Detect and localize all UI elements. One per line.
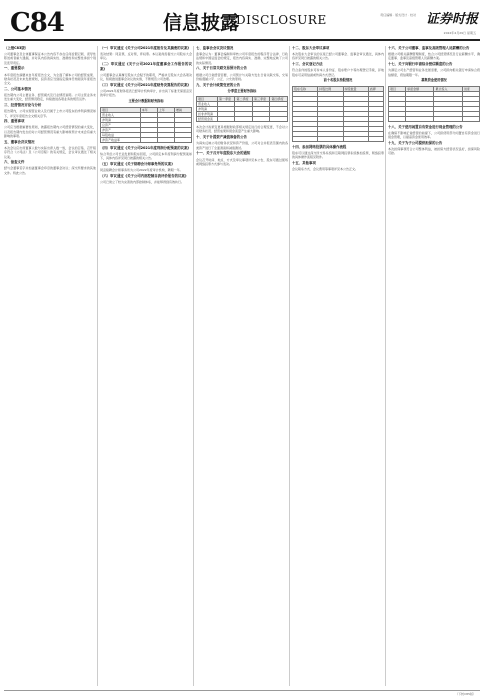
table-caption: 主要会计数据和财务指标 [128, 99, 164, 104]
table-header-cell: 股东名称 [293, 86, 318, 91]
section-heading: （三）审议通过《关于公司2021年度财务决算报告的议案》 [100, 82, 191, 87]
table-cell: 营业收入 [101, 112, 141, 117]
table-header-cell: 第四季度 [270, 97, 288, 102]
section-title-cn: 信息披露 [163, 12, 240, 34]
table-cell [318, 136, 343, 141]
data-table-block [388, 78, 480, 121]
body-paragraph: 表决结果：同意票，反对票，弃权票。本议案尚需提交公司股东大会审议。 [100, 52, 192, 61]
table-cell [368, 136, 383, 141]
body-paragraph: 同意续聘会计师事务所为公司2022年度审计机构，聘期一年。 [100, 167, 183, 172]
table-cell [252, 117, 270, 122]
table-cell [462, 116, 479, 121]
table-cell [140, 137, 157, 142]
data-table [292, 86, 384, 142]
body-paragraph: 报告期内，公司实现营业收入及归属于上市公司股东的净利润情况如下，详见年度报告全文相关章节。 [4, 109, 96, 118]
section-heading: 六、备查文件 [4, 160, 25, 165]
table-header-cell: 项目 [197, 97, 218, 102]
data-table [196, 96, 288, 122]
table-cell: 营业收入 [197, 102, 218, 107]
table-cell: 总资产 [101, 122, 141, 127]
body-paragraph: 公司应当根据重要性原则，披露报告期内公司经营情况的重大变化，以及报告期内发生的对公司经营情况有重大影响和预计未来会有重大影响的事项。 [4, 125, 96, 139]
body-paragraph: 本年度报告摘要来自年度报告全文，为全面了解本公司的经营成果、财务状况及未来发展规划，投资者应当到指定媒体仔细阅读年度报告全文。 [4, 72, 96, 86]
column-divider [289, 46, 290, 686]
data-table [388, 86, 480, 122]
text-column-3 [196, 46, 288, 686]
data-table [100, 107, 192, 143]
edit-info: 责任编辑 · 版式设计 · 校对 [380, 13, 416, 17]
table-cell [389, 116, 406, 121]
section-heading: （一）审议通过《关于公司2021年度报告及其摘要的议案》 [100, 46, 191, 50]
table-header-cell: 累计投入 [434, 86, 462, 91]
issue-date: 2022年4月29日 星期五 [443, 31, 476, 35]
table-header-cell: 第二季度 [235, 97, 253, 102]
table-header-cell: 上年 [157, 107, 174, 112]
section-heading: 十、关于计提资产减值准备的公告 [196, 135, 247, 140]
footer-rule [4, 690, 480, 691]
body-paragraph: 公司董事会认真履行股东大会赋予的职责，严格执行股东大会各项决议，积极推进董事会决议的实施，不断规范公司治理。 [100, 72, 192, 82]
page-code: C84 [10, 8, 64, 38]
body-paragraph: 股东可以通过深交所交易系统和互联网投票系统参加投票，网络投票的具体操作流程见附件。 [292, 150, 384, 160]
table-header-cell: 进度 [462, 86, 479, 91]
section-heading: 十八、关于使用闲置自有资金进行现金管理的公告 [388, 124, 463, 129]
body-paragraph: 报告期内公司主要业务、经营模式及行业情况说明。公司主营业务未发生重大变化，经营情况稳定，持续推进各项业务的规范运作。 [4, 93, 96, 102]
table-cell [217, 117, 235, 122]
body-paragraph: 监事会认为：董事会编制和审核公司年度报告的程序符合法律、行政法规和中国证监会的规定，报告内容真实、准确、完整地反映了公司的实际情况。 [196, 52, 288, 65]
table-cell [235, 117, 253, 122]
table-cell [157, 137, 174, 142]
body-paragraph: 本次会议应出席董事人数与实际出席人数一致，会议的召集、召开程序符合《公司法》及《公司章程》的有关规定，会议审议通过了相关议案。 [4, 145, 96, 159]
masthead-rule [4, 39, 480, 41]
section-heading: 一、重要提示 [4, 66, 25, 71]
text-column-5 [388, 46, 480, 686]
section-title-en: DISCLOSURE [236, 13, 327, 27]
table-cell: 净利润 [101, 117, 141, 122]
body-paragraph: 公司已建立了较为完善的内部控制体系，并能够得到有效执行。 [100, 179, 185, 184]
table-header-cell: 持股数量 [343, 86, 368, 91]
table-cell: 净利润 [197, 107, 218, 112]
text-column-4 [292, 46, 384, 686]
page-footer [4, 690, 480, 698]
section-heading: 九、关于会计政策变更的公告 [196, 82, 241, 87]
section-heading: 五、董事会决议情况 [4, 139, 35, 144]
body-paragraph: 会议联系方式、会议费用等事项详见本公告正文。 [292, 167, 359, 172]
table-cell [293, 136, 318, 141]
body-paragraph: 为真实反映公司的财务状况和资产价值，公司对合并报表范围内的各类资产进行了全面清查和减值测试。 [196, 141, 288, 150]
section-heading: 十六、关于公司董事、监事及高级管理人员薪酬的公告 [388, 46, 470, 50]
body-paragraph: 为满足公司生产经营和业务发展需要，公司拟向相关银行申请综合授信额度，授信期限一年。 [388, 68, 480, 77]
masthead [0, 0, 484, 38]
body-paragraph: 本次会计政策变更是根据财政部相关规定进行的合理变更，不会对公司财务状况、经营成果和现金流量产生重大影响。 [196, 125, 288, 134]
section-heading: 十七、关于向银行申请综合授信额度的公告 [388, 62, 453, 67]
section-heading: 二、公司基本情况 [4, 86, 32, 91]
text-column-1 [4, 46, 96, 686]
section-heading: 十二、股东大会审议事项 [292, 46, 330, 50]
data-table-block [100, 99, 192, 142]
section-heading: 七、监事会会议决议情况 [196, 46, 234, 50]
body-paragraph: 公司董事会及全体董事保证本公告内容不存在任何虚假记载、误导性陈述或者重大遗漏，并对其内容的真实性、准确性和完整性承担个别及连带责任。 [4, 52, 96, 65]
column-divider [385, 46, 386, 686]
body-paragraph: 综合考虑公司长远发展和股东回报，公司拟定本年度利润分配预案如下，具体内容详见同日披露的相关公告。 [100, 151, 192, 160]
table-header-cell: 项目 [101, 107, 141, 112]
body-paragraph: 在确保不影响正常经营的前提下，公司拟使用部分闲置自有资金进行现金管理，以提高资金使用效率。 [388, 130, 480, 140]
section-heading: 四、重要事项 [4, 119, 25, 124]
section-heading: 三、经营情况讨论与分析 [4, 103, 42, 108]
body-paragraph: 符合条件的股东可持本人身份证、股东账户卡等办理登记手续，异地股东可采用信函或传真方式登记。 [292, 68, 384, 77]
table-header-cell: 承诺金额 [406, 86, 434, 91]
table-header-cell: 质押 [368, 86, 383, 91]
table-cell [406, 116, 434, 121]
section-heading: （五）审议通过《关于续聘会计师事务所的议案》 [100, 161, 175, 166]
section-heading: 十九、关于为子公司提供担保的公告 [388, 140, 443, 145]
section-heading: （六）审议通过《关于公司内部控制自我评价报告的议案》 [100, 173, 189, 178]
table-cell: 经营现金流 [197, 117, 218, 122]
table-header-cell: 本年 [140, 107, 157, 112]
continuation-note: （下转C85版） [455, 692, 476, 696]
table-header-cell: 第一季度 [217, 97, 235, 102]
text-column-2 [100, 46, 192, 686]
body-paragraph: 会议召开时间、地点、方式及审议事项详见本公告，股东可通过现场或网络投票方式参与表决。 [196, 157, 288, 166]
data-table-block [292, 78, 384, 141]
table-cell: 净资产收益率 [101, 137, 141, 142]
section-heading: 十四、参加网络投票的具体操作流程 [292, 144, 347, 149]
table-row [293, 136, 384, 141]
table-header-cell: 第三季度 [252, 97, 270, 102]
data-table-block [196, 89, 288, 122]
table-caption: 分季度主要财务指标 [227, 88, 257, 93]
table-cell [270, 117, 288, 122]
column-divider [97, 46, 98, 686]
table-row [389, 116, 480, 121]
table-cell: 净资产 [101, 127, 141, 132]
table-header-cell: 增减 [174, 107, 191, 112]
column-divider [193, 46, 194, 686]
table-row [197, 117, 288, 122]
section-heading: 十三、会议登记方法 [292, 62, 323, 67]
table-header-cell: 项目 [389, 86, 406, 91]
body-paragraph: 经与会董事签字并加盖董事会印章的董事会决议；深交所要求的其他文件。特此公告。 [4, 166, 96, 175]
table-cell [434, 116, 462, 121]
table-row [101, 137, 192, 142]
table-cell [343, 136, 368, 141]
table-caption: 前十名股东持股情况 [323, 78, 353, 83]
body-paragraph: 根据公司日常经营需要，公司预计与关联方发生日常关联交易，交易价格遵循公平、公正、公允的原则。 [196, 72, 288, 81]
body-paragraph: 根据公司相关薪酬管理制度，结合公司经营情况及行业薪酬水平，确定董事、监事及高级管理人员薪酬方案。 [388, 52, 480, 61]
table-cell: 每股收益 [101, 132, 141, 137]
newspaper-logo: 证券时报 [426, 12, 479, 27]
body-paragraph: 本次担保事项符合公司整体利益，被担保方经营状况良好，担保风险可控。 [388, 147, 480, 156]
table-cell [174, 137, 191, 142]
table-cell: 扣非净利润 [197, 112, 218, 117]
section-heading: 十一、关于召开年度股东大会的通知 [196, 151, 251, 156]
table-header-cell: 持股比例 [318, 86, 343, 91]
section-heading: （二）审议通过《关于公司2021年度董事会工作报告的议案》 [100, 62, 192, 71]
body-paragraph: 公司2021年度财务报表已经审计机构审计，并出具了标准无保留意见的审计报告。 [100, 89, 192, 98]
section-heading: （上接C83版） [4, 46, 29, 50]
table-caption: 募集资金使用情况 [421, 78, 447, 83]
body-paragraph: 本次股东大会审议的议案已经公司董事会、监事会审议通过，具体内容详见同日披露的相关公告。 [292, 52, 384, 61]
section-heading: 八、关于日常关联交易预计的公告 [196, 66, 247, 71]
section-heading: 十五、其他事项 [292, 160, 316, 165]
section-heading: （四）审议通过《关于公司2021年度利润分配预案的议案》 [100, 145, 191, 150]
